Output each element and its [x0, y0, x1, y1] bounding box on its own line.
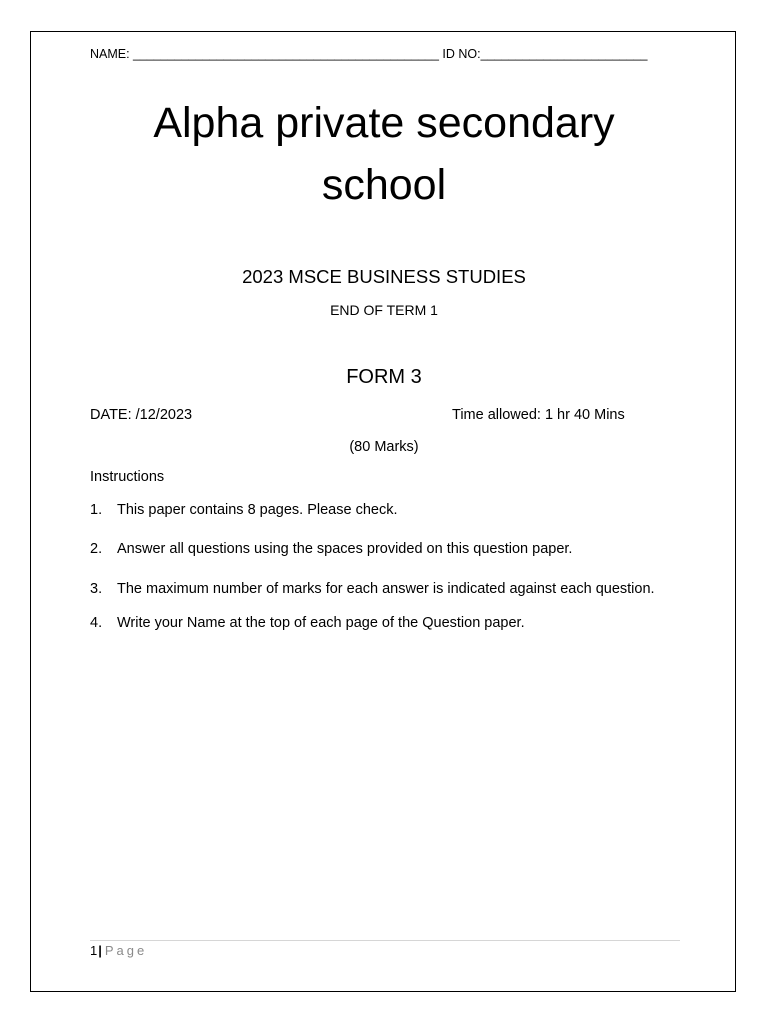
page-number: 1 [90, 943, 98, 958]
subject-title: 2023 MSCE BUSINESS STUDIES [242, 266, 526, 287]
instruction-number: 4. [90, 615, 103, 631]
instruction-text: This paper contains 8 pages. Please check. [117, 502, 398, 518]
instruction-text-after: at the top of each page of the Question paper. [225, 615, 525, 631]
instruction-text: The maximum number of marks for each answer is indicated against each question. [117, 581, 655, 597]
instruction-number: 2. [90, 541, 103, 557]
instruction-item [90, 581, 655, 597]
instruction-emphasis: all [169, 541, 184, 557]
form-label: FORM 3 [346, 366, 422, 388]
page-word: Page [104, 943, 148, 958]
footer-divider [90, 940, 680, 941]
date-field: DATE: /12/2023 [90, 407, 193, 423]
total-marks: (80 Marks) [349, 439, 419, 455]
instruction-text-before: Answer [117, 541, 170, 557]
page-footer [90, 943, 147, 958]
school-title-line1: Alpha private secondary [153, 99, 615, 147]
instruction-text-before: Write your [117, 615, 187, 631]
instruction-number: 1. [90, 502, 103, 518]
school-title-line2: school [321, 161, 447, 209]
instruction-number: 3. [90, 581, 103, 597]
instruction-emphasis: Name [186, 615, 226, 631]
time-allowed: Time allowed: 1 hr 40 Mins [452, 407, 625, 423]
instruction-item [90, 541, 572, 557]
instruction-text-after: questions using the spaces provided on this question paper. [183, 541, 573, 557]
instruction-item [90, 615, 525, 631]
name-id-line: NAME: ____________________________________________ ID NO:________________________ [90, 47, 648, 61]
instruction-item [90, 502, 398, 518]
term-label: END OF TERM 1 [330, 302, 438, 318]
school-title [100, 92, 668, 216]
instructions-heading: Instructions [90, 469, 165, 485]
footer-separator: | [98, 943, 102, 958]
